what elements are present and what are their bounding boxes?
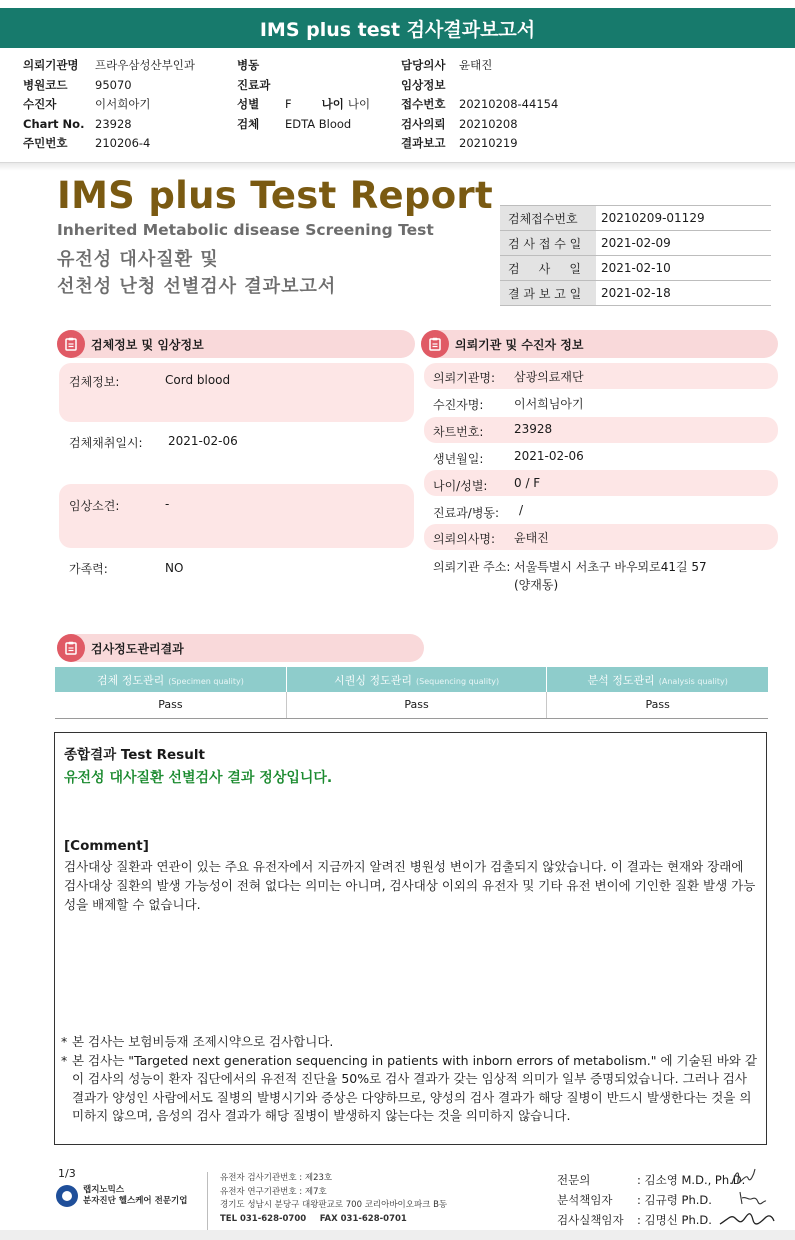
date-label: 검 사 접 수 일 bbox=[500, 231, 596, 256]
date-label: 검체접수번호 bbox=[500, 206, 596, 231]
signer-name: : 김명신 Ph.D. bbox=[637, 1213, 712, 1227]
header-info-col2 bbox=[237, 56, 370, 134]
comment-title: [Comment] bbox=[64, 838, 149, 854]
patient-label: 수진자명: bbox=[433, 398, 484, 412]
hdr-label: 접수번호 bbox=[401, 97, 446, 111]
note-item bbox=[61, 1052, 761, 1126]
hdr-value: EDTA Blood bbox=[285, 116, 352, 131]
address-label: 의뢰기관 주소: bbox=[433, 560, 511, 574]
hdr-label: 의뢰기관명 bbox=[23, 58, 79, 72]
patient-label: 생년월일: bbox=[433, 452, 484, 466]
qc-header bbox=[55, 667, 286, 692]
collection-date-value: 2021-02-06 bbox=[168, 434, 238, 448]
age-value: 나이 bbox=[347, 97, 371, 111]
dates-row bbox=[500, 281, 771, 306]
date-label: 결 과 보 고 일 bbox=[500, 281, 596, 306]
result-title: 종합결과 Test Result bbox=[64, 747, 205, 763]
section-title: 의뢰기관 및 수진자 정보 bbox=[455, 337, 584, 352]
header-info-col1 bbox=[23, 56, 195, 154]
hdr-label: 성별 bbox=[237, 97, 260, 111]
specimen-value: Cord blood bbox=[165, 373, 231, 387]
logo-line-2: 분자진단 헬스케어 전문기업 bbox=[83, 1196, 188, 1206]
logo-text bbox=[83, 1185, 187, 1207]
date-value: 2021-02-09 bbox=[596, 231, 771, 256]
page-number: 1/3 bbox=[58, 1167, 76, 1180]
qc-header-label: 시퀀싱 정도관리 bbox=[334, 673, 412, 687]
section-title: 검체정보 및 임상정보 bbox=[91, 337, 204, 352]
report-title: IMS plus Test Report bbox=[57, 174, 493, 217]
signature-3 bbox=[717, 1206, 777, 1230]
signer-role: 검사실책임자 bbox=[557, 1213, 624, 1227]
hdr-value: 23928 bbox=[95, 116, 132, 131]
hdr-value: 20210208 bbox=[459, 116, 518, 131]
comment-text: 검사대상 질환과 연관이 있는 주요 유전자에서 지금까지 알려진 병원성 변이가 검출되지 않았습니다. 이 결과는 현재와 장래에 검사대상 질환의 발생 가능성이 전혀 없다는 의미는 아니며, 검사대상 이외의 유전자 및 기타 유전 변이에 기인한 질환 발생 가능성을 배제할 수 없습니다. bbox=[64, 859, 756, 912]
logo-icon bbox=[56, 1185, 78, 1207]
signer-role: 분석책임자 bbox=[557, 1193, 613, 1207]
hdr-label: 검체 bbox=[237, 116, 260, 131]
clipboard-icon bbox=[421, 330, 449, 358]
patient-section-header bbox=[421, 330, 778, 358]
hdr-label: 주민번호 bbox=[23, 136, 68, 150]
qc-header-sub: (Sequencing quality) bbox=[416, 676, 500, 686]
patient-label: 의뢰의사명: bbox=[433, 532, 496, 546]
hdr-value: 20210208-44154 bbox=[459, 97, 559, 111]
footer-contact bbox=[220, 1213, 447, 1227]
banner-title: IMS plus test 검사결과보고서 bbox=[259, 18, 536, 41]
patient-value: / bbox=[519, 503, 524, 517]
age-label: 나이 bbox=[321, 97, 344, 111]
patient-label: 의뢰기관명: bbox=[433, 371, 496, 385]
patient-value: 2021-02-06 bbox=[514, 449, 584, 463]
family-history-label: 가족력: bbox=[69, 562, 108, 576]
hdr-value: 20210219 bbox=[459, 136, 518, 150]
note-text: 본 검사는 "Targeted next generation sequencing in patients with inborn errors of metabolism." 에 기술된 바와 같이 검사의 성능이 환자 집단에서의 유전적 진단율 50%로 검사 결과가 갖는 임상적 의미가 일부 증명되었습니다. 그러나 검사 결과가 양성인 사람에서도 질병의 발병시기와 증상은 다양하므로, 양성의 검사 결과가 해당 질병이 반드시 발생한다는 것을 의미하지 않으며, 음성의 검사 결과가 해당 질병이 발생하지 않는다는 것을 의미하지 않습니다. bbox=[72, 1052, 757, 1123]
page-bottom-bar bbox=[0, 1230, 795, 1240]
patient-value: 23928 bbox=[514, 422, 553, 436]
specimen-label: 검체정보: bbox=[69, 375, 120, 389]
date-value: 20210209-01129 bbox=[596, 206, 771, 231]
header-shadow bbox=[0, 163, 795, 171]
footer-fax: FAX 031-628-0701 bbox=[319, 1213, 407, 1224]
signer-name: : 김소영 M.D., Ph.D. bbox=[637, 1173, 746, 1187]
patient-value: 이서희님아기 bbox=[514, 397, 584, 411]
collection-date-label: 검체채취일시: bbox=[69, 436, 143, 450]
report-title-ko-1: 유전성 대사질환 및 bbox=[57, 249, 219, 270]
qc-header-row bbox=[55, 667, 768, 692]
qc-header bbox=[286, 667, 546, 692]
hdr-label: 결과보고 bbox=[401, 136, 446, 150]
signer-row bbox=[557, 1212, 712, 1228]
footer-info bbox=[220, 1172, 447, 1226]
qc-section-header bbox=[57, 634, 424, 662]
note-text: 본 검사는 보험비등재 조제시약으로 검사합니다. bbox=[72, 1034, 334, 1049]
qc-header-label: 분석 정도관리 bbox=[587, 673, 655, 687]
result-summary: 유전성 대사질환 선별검사 결과 정상입니다. bbox=[64, 770, 333, 786]
address-line-2: (양재동) bbox=[514, 578, 559, 592]
qc-header-sub: (Analysis quality) bbox=[658, 676, 728, 686]
footer-info-line: 경기도 성남시 분당구 대왕판교로 700 코리아바이오파크 B동 bbox=[220, 1200, 448, 1210]
qc-table bbox=[55, 667, 768, 719]
patient-label: 차트번호: bbox=[433, 425, 484, 439]
hdr-label: Chart No. bbox=[23, 116, 85, 131]
footer-info-line: 유전자 검사기관번호 : 제23호 bbox=[220, 1173, 333, 1183]
footer-divider bbox=[207, 1172, 208, 1230]
dates-row bbox=[500, 256, 771, 281]
hdr-label: 임상정보 bbox=[401, 77, 446, 92]
hdr-label: 수진자 bbox=[23, 97, 57, 111]
clinical-label: 임상소견: bbox=[69, 499, 120, 513]
specimen-info-panel bbox=[59, 363, 414, 422]
qc-header-label: 검체 정도관리 bbox=[96, 673, 165, 687]
specimen-section-header bbox=[57, 330, 415, 358]
hdr-value: 95070 bbox=[95, 77, 132, 92]
dates-table bbox=[500, 205, 771, 306]
logo-line-1: 랩지노믹스 bbox=[83, 1185, 125, 1195]
section-title: 검사정도관리결과 bbox=[91, 641, 184, 656]
qc-result: Pass bbox=[547, 692, 768, 718]
signer-row bbox=[557, 1172, 745, 1188]
qc-result: Pass bbox=[286, 692, 546, 718]
hdr-value: 210206-4 bbox=[95, 136, 151, 150]
footer-info-line: 유전자 연구기관번호 : 제7호 bbox=[220, 1186, 327, 1197]
clinical-value: - bbox=[165, 497, 170, 511]
footer-tel: TEL 031-628-0700 bbox=[220, 1213, 307, 1224]
date-label: 검 사 일 bbox=[500, 256, 596, 281]
qc-result: Pass bbox=[55, 692, 286, 718]
hdr-label: 검사의뢰 bbox=[401, 116, 446, 131]
family-history-value: NO bbox=[165, 561, 184, 575]
note-mark: * bbox=[61, 1034, 68, 1049]
patient-value: 윤태진 bbox=[514, 531, 549, 545]
note-item bbox=[61, 1033, 761, 1052]
dates-row bbox=[500, 231, 771, 256]
hdr-label: 병동 bbox=[237, 58, 260, 72]
signature-1 bbox=[728, 1166, 758, 1190]
hdr-label: 병원코드 bbox=[23, 77, 68, 92]
report-banner bbox=[0, 8, 795, 48]
report-title-ko-2: 선천성 난청 선별검사 결과보고서 bbox=[57, 276, 337, 297]
report-subtitle: Inherited Metabolic disease Screening Test bbox=[57, 221, 434, 239]
hdr-value: 윤태진 bbox=[459, 58, 493, 72]
date-value: 2021-02-18 bbox=[596, 281, 771, 306]
note-mark: * bbox=[61, 1052, 68, 1068]
qc-header bbox=[547, 667, 768, 692]
date-value: 2021-02-10 bbox=[596, 256, 771, 281]
patient-value: 삼광의료재단 bbox=[514, 370, 584, 384]
patient-label: 나이/성별: bbox=[433, 479, 488, 493]
hdr-label: 담당의사 bbox=[401, 58, 446, 72]
header-info-col3 bbox=[401, 56, 558, 154]
clinical-info-panel bbox=[59, 484, 414, 548]
patient-value: 0 / F bbox=[514, 476, 541, 490]
dates-row bbox=[500, 206, 771, 231]
clipboard-icon bbox=[57, 634, 85, 662]
signer-role: 전문의 bbox=[557, 1173, 591, 1187]
hdr-value: F bbox=[285, 97, 292, 111]
address-line-1: 서울특별시 서초구 바우뫼로41길 57 bbox=[514, 560, 707, 574]
signer-name: : 김규령 Ph.D. bbox=[637, 1193, 712, 1207]
patient-label: 진료과/병동: bbox=[433, 506, 500, 520]
hdr-label: 진료과 bbox=[237, 77, 271, 92]
notes bbox=[61, 1033, 761, 1126]
signer-row bbox=[557, 1192, 712, 1208]
lab-genomics-logo bbox=[56, 1185, 187, 1207]
test-result-box bbox=[54, 732, 767, 1145]
hdr-value: 이서희아기 bbox=[95, 97, 151, 111]
clipboard-icon bbox=[57, 330, 85, 358]
qc-result-row bbox=[55, 692, 768, 718]
qc-header-sub: (Specimen quality) bbox=[168, 676, 244, 686]
hdr-value: 프라우삼성산부인과 bbox=[95, 58, 195, 72]
